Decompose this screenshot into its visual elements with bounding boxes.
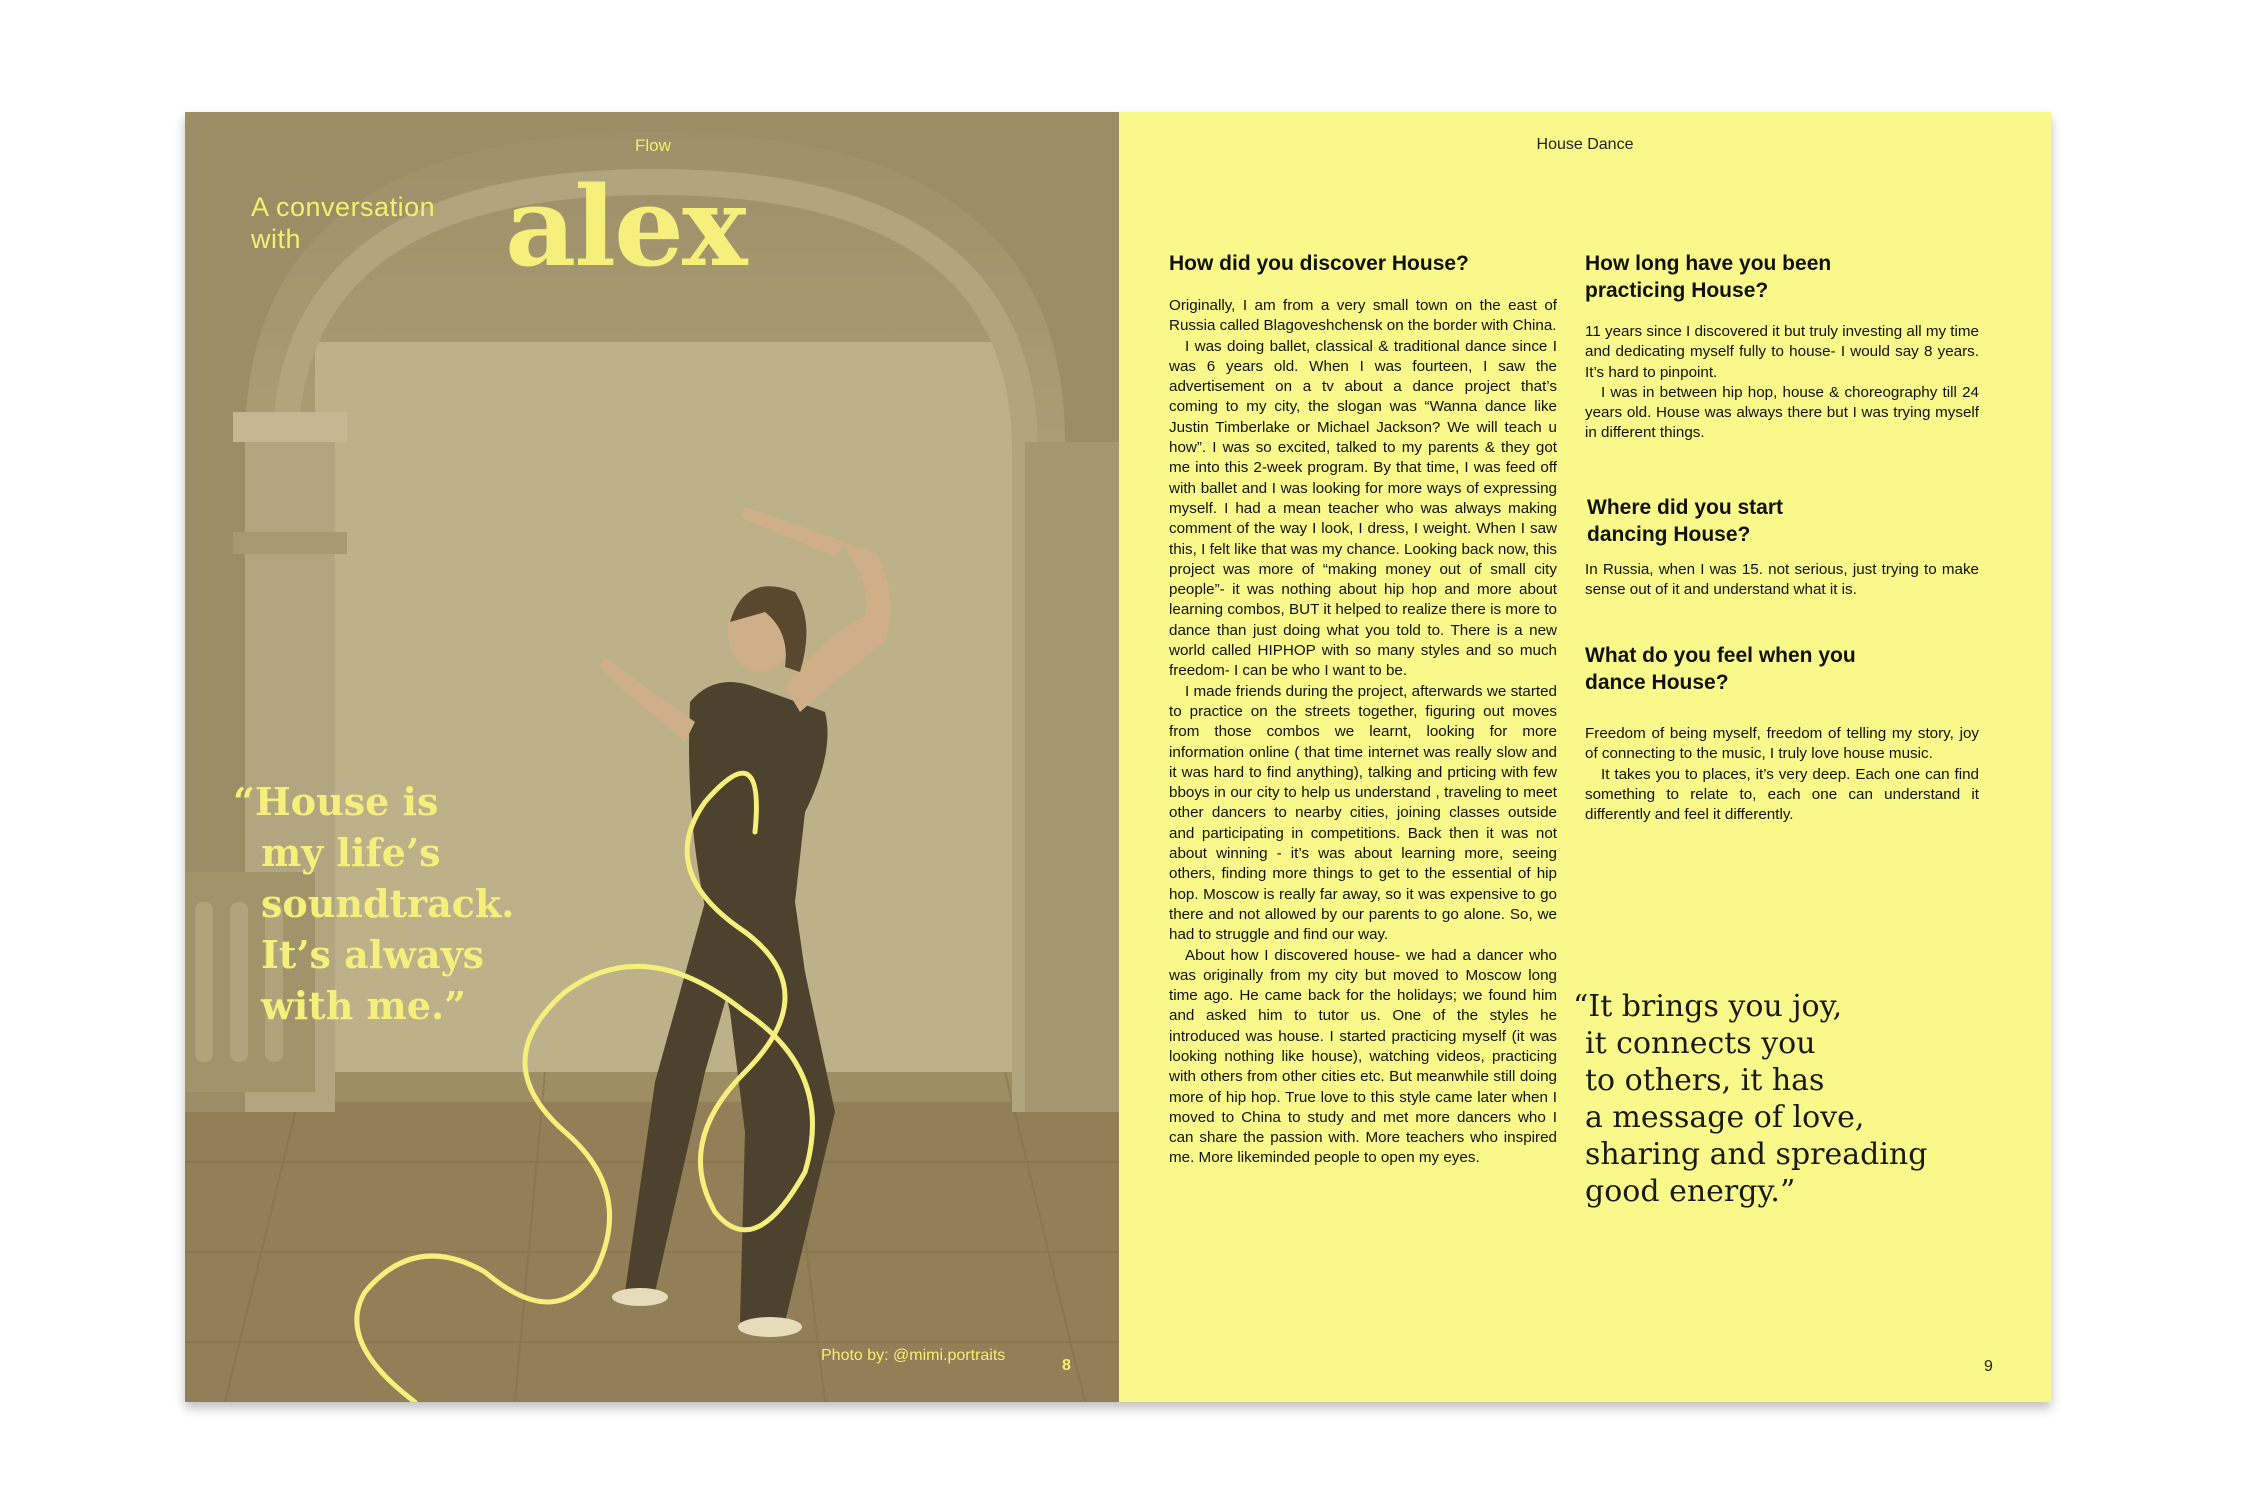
pull-quote-line: sharing and spreading xyxy=(1585,1137,1928,1172)
answer-2 xyxy=(1585,322,1979,444)
left-page-photo xyxy=(185,112,1119,1402)
answer-4 xyxy=(1585,724,1979,825)
heading-line: dance House? xyxy=(1585,671,1729,694)
page-number-right: 9 xyxy=(1984,1358,1993,1375)
answer-paragraph: About how I discovered house- we had a dancer who was originally from my city but moved to Moscow long time ago. He came back for the holidays; we found him and asked him to tutor us. One of the styles he introduced was house. I started practicing myself (it was looking nothing like house), watching videos, practicing with others from other cities etc. But meanwhile still doing more of hip hop. True love to this style came later when I moved to China to study and met more dancers who I can share the passion with. More teachers who inspired me. More likeminded people to open my eyes. xyxy=(1169,946,1557,1167)
running-head-right: House Dance xyxy=(1536,136,1634,153)
question-heading-2 xyxy=(1585,250,1985,304)
pull-quote-line: soundtrack. xyxy=(261,881,515,926)
heading-line: How long have you been xyxy=(1585,252,1832,275)
photo-credit: Photo by: @mimi.portraits xyxy=(821,1347,1006,1364)
pull-quote-line: my life’s xyxy=(261,830,441,875)
answer-1 xyxy=(1169,296,1557,1169)
page-number-left: 8 xyxy=(1062,1357,1071,1374)
interviewee-name: alex xyxy=(505,162,746,291)
running-head-left: Flow xyxy=(635,136,671,155)
dancer-photo xyxy=(185,112,1119,1402)
answer-paragraph: I was doing ballet, classical & traditional dance since I was 6 years old. When I was fourteen, I saw the advertisement on a tv about a dance project that’s coming to my city, the slogan was “Wanna dance like Justin Timberlake or Michael Jackson? We will teach u how”. I was so excited, talked to my parents & they got me into this 2-week program. By that time, I was feed off with ballet and I was looking for more ways of expressing myself. I had a mean teacher who was always making comment of the way I look, I dress, I weight. When I saw this, I felt like that was my chance. Looking back now, this project was more of “making money out of small city people”- it was nothing about hip hop and more about learning combos, BUT it helped to realize there is more to dance than just doing what you told to. There is a new world called HIPHOP with so many styles and so much freedom- I can be who I want to be. xyxy=(1169,337,1557,680)
pull-quote-line: it connects you xyxy=(1585,1026,1816,1061)
pull-quote-right xyxy=(1573,988,1993,1210)
answer-paragraph: Originally, I am from a very small town on the east of Russia called Blagoveshchensk on the border with China. xyxy=(1169,297,1557,335)
answer-3 xyxy=(1585,560,1979,601)
answer-paragraph: It takes you to places, it’s very deep. Each one can find something to relate to, each one can understand it differently and feel it differently. xyxy=(1585,765,1979,824)
pull-quote-line: to others, it has xyxy=(1585,1063,1825,1098)
heading-line: practicing House? xyxy=(1585,279,1769,302)
pull-quote-line: “It brings you joy, xyxy=(1573,989,1843,1024)
magazine-spread xyxy=(185,112,2051,1402)
intro-line-1: A conversation xyxy=(251,192,436,222)
answer-paragraph: I made friends during the project, afterwards we started to practice on the streets together, figuring out moves from those combos we learnt, looking for more information online ( that time internet was really slow and it was hard to find anything), talking and prticing with few bboys in our city to help us understand , traveling to meet other dancers to nearby cities, joining classes outside and participating in competitions. Back then it was not about winning - it’s was about learning more, seeing others, finding more things to get to the essential of hip hop. Moscow is really far away, so it was expensive to go there and not allowed by our parents to go alone. So, we had to struggle and find our way. xyxy=(1169,682,1557,944)
pull-quote-line: It’s always xyxy=(261,932,485,977)
intro-line-2: with xyxy=(251,224,302,254)
heading-line: dancing House? xyxy=(1587,523,1751,546)
pull-quote-left xyxy=(233,776,593,1031)
pull-quote-line: with me.” xyxy=(261,983,467,1028)
pull-quote-line: good energy.” xyxy=(1585,1174,1796,1209)
question-heading-3 xyxy=(1587,494,1987,548)
question-heading-1: How did you discover House? xyxy=(1169,252,1469,275)
heading-line: Where did you start xyxy=(1587,496,1784,519)
answer-paragraph: I was in between hip hop, house & choreography till 24 years old. House was always there but I was trying myself in different things. xyxy=(1585,383,1979,442)
pull-quote-line: “House is xyxy=(233,779,439,824)
right-page-text xyxy=(1119,112,2051,1402)
question-heading-4 xyxy=(1585,642,1985,696)
answer-paragraph: In Russia, when I was 15. not serious, just trying to make sense out of it and understand what it is. xyxy=(1585,561,1979,599)
heading-line: What do you feel when you xyxy=(1585,644,1856,667)
answer-paragraph: 11 years since I discovered it but truly investing all my time and dedicating myself fully to house- I would say 8 years. It’s hard to pinpoint. xyxy=(1585,323,1979,381)
pull-quote-line: a message of love, xyxy=(1585,1100,1865,1135)
answer-paragraph: Freedom of being myself, freedom of telling my story, joy of connecting to the music, I truly love house music. xyxy=(1585,725,1979,763)
